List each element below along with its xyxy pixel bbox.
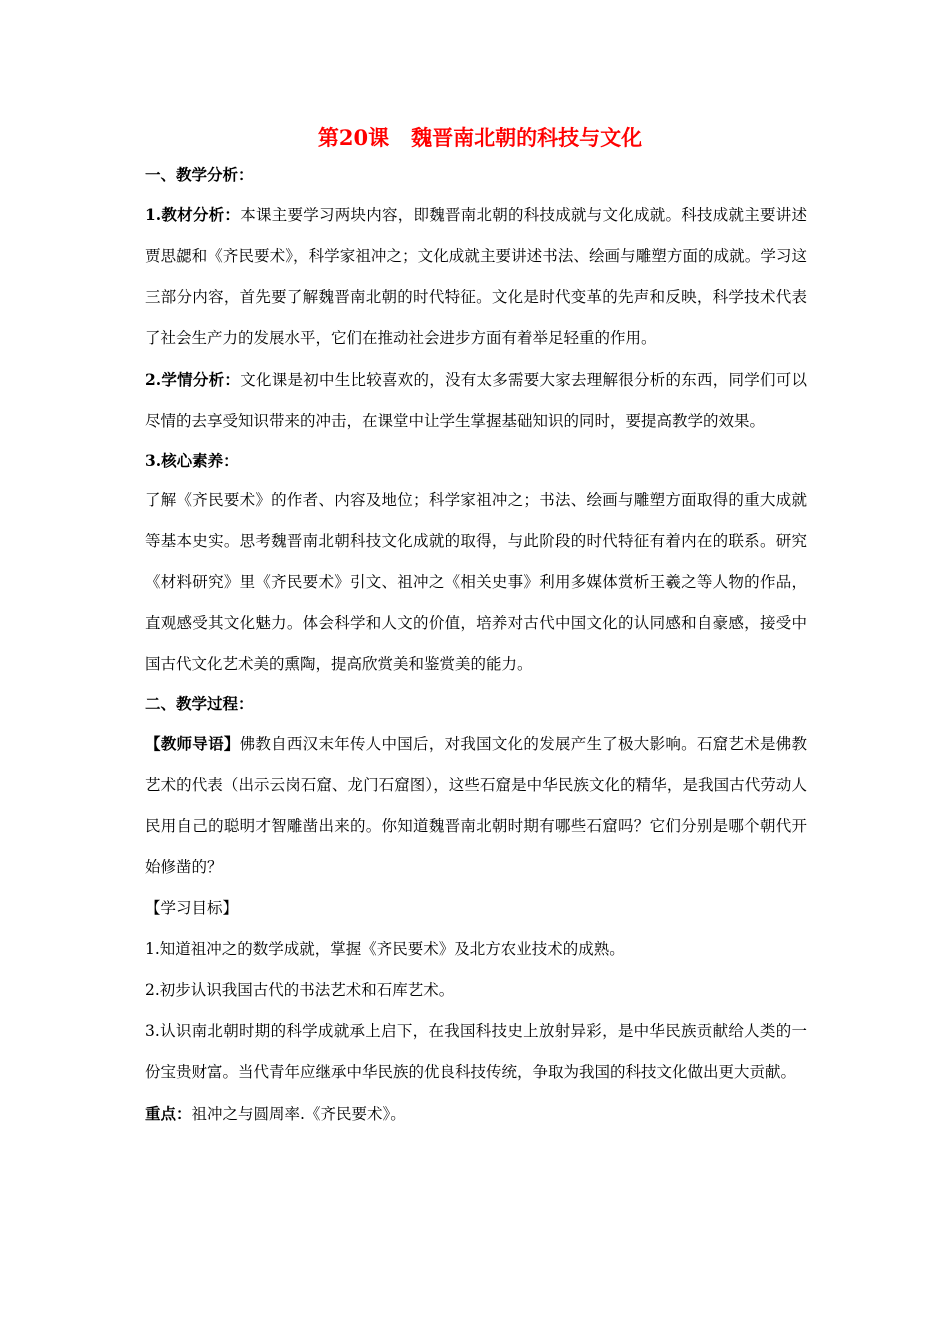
learning-goals-label: 【学习目标】 [145, 899, 239, 917]
analysis-students-label: 2.学情分析： [145, 370, 241, 389]
analysis-core-text: 了解《齐民要术》的作者、内容及地位；科学家祖冲之；书法、绘画与雕塑方面取得的重大成就等基本史实。思考魏晋南北朝科技文化成就的取得，与此阶段的时代特征有着内在的联系。研究《材料研究》里《齐民要术》引文、祖冲之《相关史事》利用多媒体赏析王羲之等人物的作品，直观感受其文化魅力。体会科学和人文的价值，培养对古代中国文化的认同感和自豪感，接受中国古代文化艺术美的熏陶，提高欣赏美和鉴赏美的能力。 [145, 491, 807, 673]
teacher-intro-text: 佛教自西汉末年传人中国后，对我国文化的发展产生了极大影响。石窟艺术是佛教艺术的代表（出示云岗石窟、龙门石窟图），这些石窟是中华民族文化的精华，是我国古代劳动人民用自己的聪明才智雕凿出来的。你知道魏晋南北朝时期有哪些石窟吗？它们分别是哪个朝代开始修凿的？ [145, 735, 807, 876]
document-page [145, 120, 807, 1135]
section-heading-process: 二、教学过程： [145, 694, 254, 713]
analysis-core-label: 3.核心素养： [145, 451, 239, 470]
analysis-students-text: 文化课是初中生比较喜欢的，没有太多需要大家去理解很分析的东西，同学们可以尽情的去享受知识带来的冲击，在课堂中让学生掌握基础知识的同时，要提高教学的效果。 [145, 371, 807, 430]
analysis-textbook-text: 本课主要学习两块内容，即魏晋南北朝的科技成就与文化成就。科技成就主要讲述贾思勰和《齐民要术》，科学家祖冲之；文化成就主要讲述书法、绘画与雕塑方面的成就。学习这三部分内容，首先要了解魏晋南北朝的时代特征。文化是时代变革的先声和反映，科学技术代表了社会生产力的发展水平，它们在推动社会进步方面有着举足轻重的作用。 [145, 206, 807, 347]
learning-goal-item: 3.认识南北朝时期的科学成就承上启下，在我国科技史上放射异彩，是中华民族贡献给人类的一份宝贵财富。当代青年应继承中华民族的优良科技传统，争取为我国的科技文化做出更大贡献。 [145, 1022, 807, 1081]
key-point-text: 祖冲之与圆周率.《齐民要术》。 [191, 1105, 406, 1123]
analysis-textbook-label: 1.教材分析： [145, 205, 241, 224]
learning-goal-item: 1.知道祖冲之的数学成就，掌握《齐民要术》及北方农业技术的成熟。 [145, 940, 625, 958]
analysis-students-paragraph [145, 359, 807, 442]
teacher-intro-paragraph [145, 723, 807, 888]
key-point-label: 重点： [145, 1104, 192, 1123]
section-heading-analysis: 一、教学分析： [145, 165, 254, 184]
lesson-title [145, 120, 807, 156]
lesson-name: 魏晋南北朝的科技与文化 [411, 125, 643, 150]
key-point-paragraph [145, 1093, 807, 1135]
lesson-number: 第20课 [317, 125, 390, 150]
teacher-intro-label: 【教师导语】 [145, 734, 240, 753]
analysis-textbook-paragraph [145, 194, 807, 359]
learning-goal-item: 2.初步认识我国古代的书法艺术和石库艺术。 [145, 981, 455, 999]
